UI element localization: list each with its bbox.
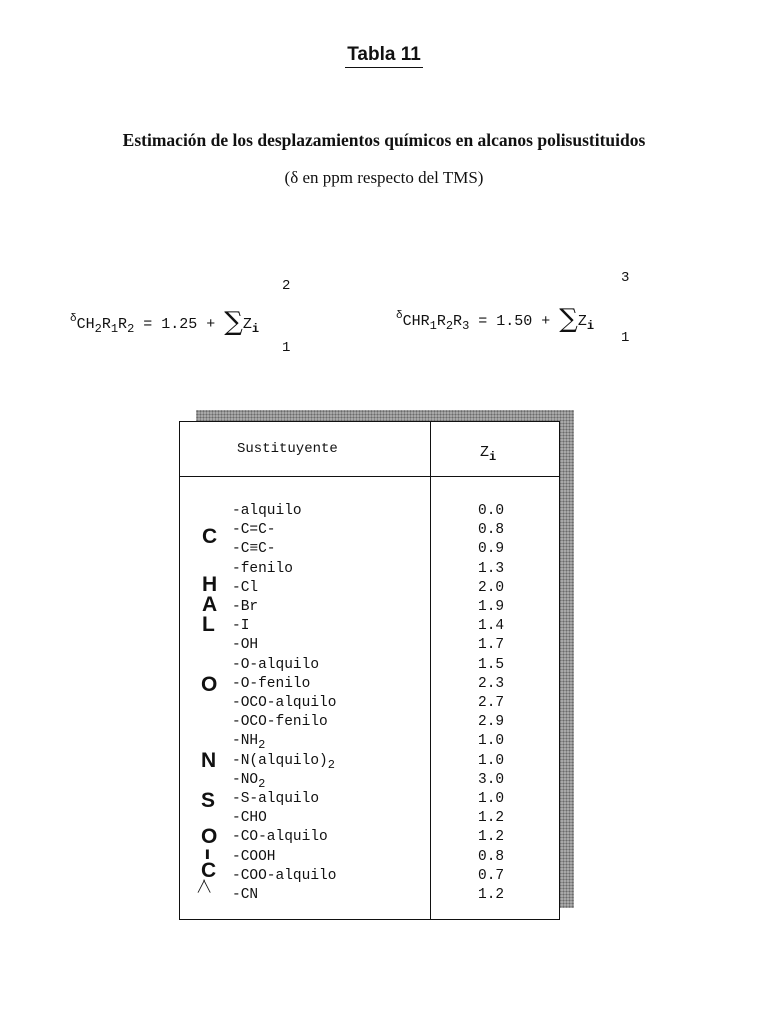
group-label-carbon: C xyxy=(202,525,218,548)
table-title: Estimación de los desplazamientos químicos en alcanos polisustituidos xyxy=(122,130,646,150)
double-bond-mark: II xyxy=(205,846,207,862)
formula-constant: = 1.50 + xyxy=(469,313,560,330)
header-z-subscript: i xyxy=(489,450,497,464)
table-row xyxy=(180,636,559,655)
substituent-name xyxy=(232,694,336,713)
formula-subscript: i xyxy=(586,319,595,333)
formula-text: CH xyxy=(76,316,95,333)
substituent-formula: -C≡C- xyxy=(232,541,276,558)
formula-subscript: 1 xyxy=(429,319,437,333)
substituent-table xyxy=(179,421,560,920)
substituent-name xyxy=(232,540,276,559)
group-label-carbonyl-c: C xyxy=(201,859,217,882)
table-row xyxy=(180,560,559,579)
substituent-formula: -CN xyxy=(232,887,259,903)
table-row xyxy=(180,848,559,867)
substituent-formula: -NO xyxy=(232,771,259,788)
substituent-formula: -CHO xyxy=(232,810,267,827)
substituent-formula: -OH xyxy=(232,637,259,654)
z-value: 1.0 xyxy=(478,752,505,769)
formula-z: Z xyxy=(242,316,252,333)
group-label-nitrogen: N xyxy=(201,749,217,772)
sum-upper-limit: 2 xyxy=(282,278,291,294)
table-subtitle: (δ en ppm respecto del TMS) xyxy=(284,168,484,187)
sum-lower-limit: 1 xyxy=(282,340,291,356)
delta-symbol: δ xyxy=(70,313,77,325)
header-z-letter: Z xyxy=(480,444,490,461)
substituent-formula: -CO-alquilo xyxy=(232,829,328,846)
substituent-name xyxy=(232,713,328,732)
z-value: 0.8 xyxy=(478,522,505,539)
table-row xyxy=(180,656,559,675)
table-row xyxy=(180,598,559,617)
z-value: 1.0 xyxy=(478,733,505,750)
substituent-formula: -Cl xyxy=(232,579,259,596)
formula-subscript: 1 xyxy=(110,322,119,336)
table-row xyxy=(180,771,559,790)
substituent-formula: -O-fenilo xyxy=(232,675,311,692)
table-row xyxy=(180,867,559,886)
group-label-sulfur: S xyxy=(201,789,216,812)
substituent-formula: -OCO-fenilo xyxy=(232,714,328,731)
substituent-name xyxy=(232,598,258,617)
z-value: 0.9 xyxy=(478,541,505,558)
sigma-symbol: ∑ xyxy=(559,304,578,334)
substituent-formula: -C=C- xyxy=(232,522,276,539)
header-z xyxy=(480,444,496,464)
header-substituent: Sustituyente xyxy=(237,441,338,457)
z-value: 0.0 xyxy=(478,503,505,519)
z-value: 1.5 xyxy=(478,656,505,673)
z-value: 2.9 xyxy=(478,714,505,731)
substituent-name xyxy=(232,617,249,636)
substituent-formula: -Br xyxy=(232,599,259,615)
formula-text: R xyxy=(453,313,463,330)
substituent-name xyxy=(232,848,276,867)
group-label-carbonyl-o: O xyxy=(201,825,218,848)
table-row xyxy=(180,617,559,636)
carbonyl-branch-mark: ╱╲ xyxy=(198,881,210,893)
z-value: 2.3 xyxy=(478,675,505,692)
substituent-formula: -I xyxy=(232,618,250,635)
formula-subscript: 2 xyxy=(127,322,135,336)
delta-symbol: δ xyxy=(396,310,403,322)
substituent-name xyxy=(232,886,258,905)
z-value: 3.0 xyxy=(478,771,505,788)
group-label-a: A xyxy=(202,593,218,616)
z-value: 0.7 xyxy=(478,867,505,884)
formula-text: R xyxy=(118,316,128,333)
table-row xyxy=(180,809,559,828)
z-value: 1.2 xyxy=(478,829,505,846)
formula-text: R xyxy=(436,313,446,330)
table-row xyxy=(180,732,559,751)
substituent-formula: -S-alquilo xyxy=(232,791,320,807)
formula-z: Z xyxy=(577,313,587,330)
table-row xyxy=(180,825,559,848)
z-value: 2.0 xyxy=(478,579,505,596)
substituent-name xyxy=(232,636,258,655)
table-row xyxy=(180,540,559,559)
sum-upper-limit: 3 xyxy=(621,270,630,286)
substituent-name xyxy=(232,809,267,828)
z-value: 1.3 xyxy=(478,560,505,577)
z-value: 1.2 xyxy=(478,810,505,827)
table-row xyxy=(180,694,559,713)
table-row xyxy=(180,789,559,812)
formula-subscript: 2 xyxy=(445,319,454,333)
table-row xyxy=(180,886,559,905)
header-divider xyxy=(180,476,559,477)
substituent-formula: -COOH xyxy=(232,848,276,865)
substituent-name xyxy=(232,502,302,521)
sigma-symbol: ∑ xyxy=(224,307,243,337)
substituent-formula: -fenilo xyxy=(232,560,293,577)
z-value: 1.9 xyxy=(478,599,505,615)
group-label-l: L xyxy=(202,613,215,636)
formula-subscript: 2 xyxy=(94,322,102,336)
table-row xyxy=(180,749,559,772)
substituent-formula: -alquilo xyxy=(232,503,302,519)
table-row xyxy=(180,502,559,521)
formula-subscript: i xyxy=(251,322,260,336)
substituent-formula: -N(alquilo) xyxy=(232,752,328,769)
substituent-subscript: 2 xyxy=(327,757,335,772)
page-heading xyxy=(0,44,768,66)
z-value: 1.0 xyxy=(478,791,505,807)
formula-chr1r2r3 xyxy=(396,302,594,333)
table-row xyxy=(180,521,559,540)
substituent-name xyxy=(232,579,258,598)
formula-subscript: 3 xyxy=(462,319,470,333)
formula-constant: = 1.25 + xyxy=(134,316,225,333)
table-row xyxy=(180,713,559,732)
substituent-subscript: 2 xyxy=(258,738,266,753)
substituent-name xyxy=(232,675,310,694)
substituent-name xyxy=(232,828,328,847)
substituent-name xyxy=(232,560,293,579)
substituent-formula: -OCO-alquilo xyxy=(232,695,337,711)
substituent-formula: -O-alquilo xyxy=(232,656,320,673)
z-value: 2.7 xyxy=(478,695,505,711)
group-label-oxygen: O xyxy=(201,673,218,696)
substituent-name xyxy=(232,790,319,809)
substituent-name xyxy=(232,867,336,886)
group-label-h: H xyxy=(202,573,218,596)
z-value: 1.2 xyxy=(478,887,505,903)
z-value: 1.4 xyxy=(478,618,505,635)
z-value: 0.8 xyxy=(478,848,505,865)
formula-text: R xyxy=(101,316,111,333)
table-row xyxy=(180,579,559,598)
formula-text: CHR xyxy=(402,313,430,330)
substituent-formula: -NH xyxy=(232,733,259,750)
table-row xyxy=(180,675,559,694)
formula-ch2r1r2 xyxy=(70,305,259,336)
substituent-name xyxy=(232,521,276,540)
z-value: 1.7 xyxy=(478,637,505,654)
substituent-name xyxy=(232,656,319,675)
substituent-subscript: 2 xyxy=(258,776,266,791)
sum-lower-limit: 1 xyxy=(621,330,630,346)
table-number: Tabla 11 xyxy=(345,44,423,68)
substituent-formula: -COO-alquilo xyxy=(232,867,337,884)
